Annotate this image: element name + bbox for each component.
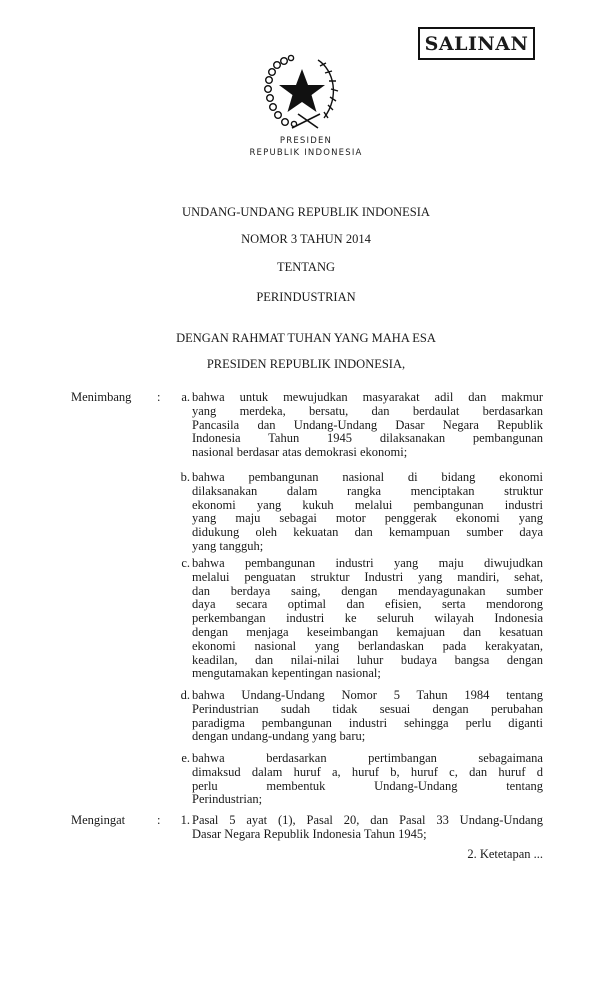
menimbang-colon: : <box>157 390 161 404</box>
emblem-caption-republik: REPUBLIK INDONESIA <box>249 148 363 158</box>
text-line: ekonomi yang kukuh melalui pembangunan industri <box>192 497 543 512</box>
text-line: yang maju sebagai motor penggerak ekonomi yang <box>192 511 543 526</box>
text-line: yang merdeka, bersatu, dan berdaulat berdasarkan <box>192 403 543 418</box>
text-line: dan berdaya saing, dengan mendayagunakan sumber <box>192 583 543 598</box>
menimbang-item-marker: a. <box>181 390 190 404</box>
law-subject: PERINDUSTRIAN <box>256 290 356 304</box>
mengingat-colon: : <box>157 813 161 827</box>
text-line: dimaksud dalam huruf a, huruf b, huruf c, dan huruf d <box>192 764 543 779</box>
text-line: bahwa untuk mewujudkan masyarakat adil dan makmur <box>192 390 543 404</box>
text-line: mengutamakan kepentingan nasional; <box>192 666 381 681</box>
mengingat-label: Mengingat <box>71 813 126 827</box>
menimbang-item-text <box>192 391 543 460</box>
text-line: perkembangan industri ke seluruh wilayah Indonesia <box>192 611 543 626</box>
text-line: dengan menjaga keseimbangan kemajuan dan kesatuan <box>192 624 543 639</box>
text-line: Perindustrian sudah tidak sesuai dengan perubahan <box>192 701 543 716</box>
text-line: nasional berdasar atas demokrasi ekonomi; <box>192 445 408 460</box>
menimbang-item-marker: e. <box>181 751 190 765</box>
mengingat-item-marker: 1. <box>180 813 190 827</box>
text-line: Indonesia Tahun 1945 dilaksanakan pembangunan <box>192 431 543 446</box>
law-about: TENTANG <box>276 260 335 274</box>
menimbang-item-marker: c. <box>181 556 190 570</box>
law-number: NOMOR 3 TAHUN 2014 <box>241 232 371 246</box>
text-line: yang tangguh; <box>192 538 264 553</box>
text-line: Pancasila dan Undang-Undang Dasar Negara Republik <box>192 417 543 432</box>
law-title: UNDANG-UNDANG REPUBLIK INDONESIA <box>182 205 430 219</box>
menimbang-item-text <box>192 752 543 807</box>
text-line: bahwa pembangunan industri yang maju diwujudkan <box>192 556 543 570</box>
text-line: perlu membentuk Undang-Undang tentang <box>192 778 543 793</box>
presidential-emblem-icon <box>262 52 342 130</box>
emblem-caption-presiden: PRESIDEN <box>279 136 333 146</box>
salinan-stamp: SALINAN <box>418 27 535 60</box>
menimbang-item-marker: b. <box>180 470 190 484</box>
menimbang-item-marker: d. <box>180 688 190 702</box>
text-line: keadilan, dan nilai-nilai luhur budaya bangsa dengan <box>192 652 543 667</box>
menimbang-item-text <box>192 557 543 681</box>
text-line: Dasar Negara Republik Indonesia Tahun 1945; <box>192 826 427 841</box>
text-line: melalui penguatan struktur Industri yang mandiri, sehat, <box>192 569 543 584</box>
text-line: bahwa Undang-Undang Nomor 5 Tahun 1984 tentang <box>192 688 543 702</box>
text-line: Perindustrian; <box>192 792 263 807</box>
preamble-line-2: PRESIDEN REPUBLIK INDONESIA, <box>206 357 406 371</box>
menimbang-item-text <box>192 689 543 744</box>
text-line: Pasal 5 ayat (1), Pasal 20, dan Pasal 33 Undang-Undang <box>192 813 543 827</box>
text-line: paradigma pembangunan industri sehingga perlu diganti <box>192 715 543 730</box>
text-line: ekonomi nasional yang berlandaskan pada kerakyatan, <box>192 638 543 653</box>
text-line: bahwa pembangunan nasional di bidang ekonomi <box>192 470 543 484</box>
page-continuation: 2. Ketetapan ... <box>467 847 543 861</box>
text-line: daya secara optimal dan efisien, serta mendorong <box>192 597 543 612</box>
text-line: dengan undang-undang yang baru; <box>192 729 366 744</box>
text-line: dilaksanakan dalam rangka menciptakan struktur <box>192 483 543 498</box>
text-line: didukung oleh kekuatan dan kemampuan sumber daya <box>192 525 543 540</box>
menimbang-item-text <box>192 471 543 554</box>
menimbang-label: Menimbang <box>71 390 132 404</box>
preamble-line-1: DENGAN RAHMAT TUHAN YANG MAHA ESA <box>176 331 436 345</box>
text-line: bahwa berdasarkan pertimbangan sebagaimana <box>192 751 543 765</box>
mengingat-item-text <box>192 814 543 842</box>
